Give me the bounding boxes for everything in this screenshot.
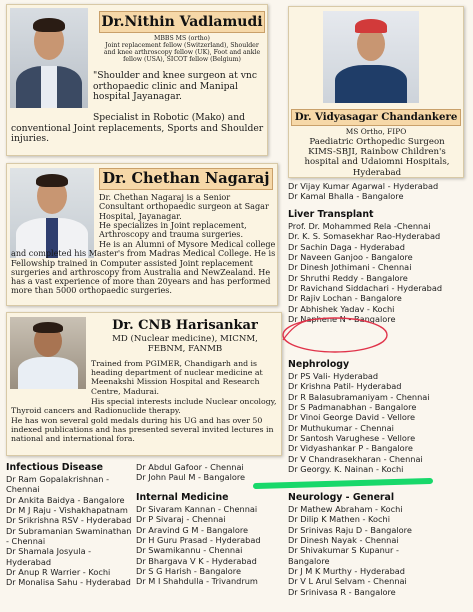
list-item: Dr M I Shahdulla - Trivandrum — [136, 576, 258, 587]
list-item: Dr S G Harish - Bangalore — [136, 566, 241, 577]
doctor-credentials: MS Ortho, FIPO — [345, 127, 407, 136]
doctor-bio-3: He is an Alumni of Mysore Medical college and completed his Master's from Madras Medical College. He is Fellowship trained in Computer assisted Joint replacement surgeries and arthroscopy from Australia and NewZealand. He has a vast experience of more than 20years and has performed more than 5000 orthopaedic surgeries. — [11, 239, 276, 296]
internal-medicine-list — [136, 492, 284, 587]
list-item: Dr Dinesh Jothimani - Chennai — [288, 262, 412, 273]
list-item: Dr Naphene N - Bangalore — [288, 314, 396, 325]
section-heading: Nephrology — [288, 359, 350, 370]
doctor-card-nithin — [6, 4, 268, 156]
doctor-photo — [323, 11, 419, 103]
list-item: Dr H Guru Prasad - Hyderabad — [136, 535, 261, 546]
list-item: Dr Abdul Gafoor - Chennai — [136, 462, 244, 472]
doctor-name: Dr. Vidyasagar Chandankere — [291, 109, 461, 126]
list-item: Dr S Padmanabhan - Bangalore — [288, 402, 417, 413]
right-top-list — [288, 181, 470, 202]
list-item: Dr Subramanian Swaminathan - Chennai — [6, 525, 132, 547]
list-item: Dr Dinesh Nayak - Chennai — [288, 535, 399, 546]
list-item: Dr Muthukumar - Chennai — [288, 422, 394, 433]
list-item: Dr Ankita Baidya - Bangalore — [6, 494, 125, 505]
list-item: Dr Naveen Ganjoo - Bangalore — [288, 252, 413, 263]
section-heading: Infectious Disease — [6, 462, 104, 473]
infectious-disease-list — [6, 462, 132, 588]
doctor-fellowships: Joint replacement fellow (Switzerland), Shoulder and knee arthroscopy fellow (UK), Foot and ankle fellow (USA), SICOT fellow (Belgium) — [103, 42, 261, 64]
list-item: Dr Bhargava V K - Hyderabad — [136, 555, 257, 566]
doctor-credentials: MD (Nuclear medicine), MICNM, FEBNM, FANMB — [112, 334, 258, 354]
section-heading: Neurology - General — [288, 492, 395, 503]
list-item: Dr Aravind G M - Bangalore — [136, 524, 249, 535]
middle-top-list — [136, 462, 284, 483]
doctor-bio-1: Trained from PGIMER, Chandigarh and is heading department of nuclear medicine at Meenakshi Mission Hospital and Research Centre, Madurai. — [91, 359, 263, 396]
list-item: Dr John Paul M - Bangalore — [136, 472, 246, 483]
list-item: Dr Mathew Abraham - Kochi — [288, 504, 403, 514]
doctor-name: Dr. CNB Harisankar — [112, 318, 258, 333]
list-item: Dr R Balasubramaniyam - Chennai — [288, 391, 430, 402]
neurology-list — [288, 492, 470, 597]
list-item: Dr Sachin Daga - Hyderabad — [288, 241, 405, 252]
list-item: Dr Srinivasa R - Bangalore — [288, 586, 396, 597]
doctor-card-chethan — [6, 163, 278, 306]
doctor-name: Dr. Chethan Nagaraj — [99, 168, 273, 190]
list-item: Dr Rajiv Lochan - Bangalore — [288, 293, 402, 304]
list-item: Prof. Dr. Mohammed Rela -Chennai — [288, 221, 431, 231]
list-item: Dr M J Raju - Vishakhapatnam — [6, 505, 128, 516]
list-item: Dr Ravichand Siddachari - Hyderabad — [288, 283, 443, 294]
list-item: Dr Swamikannu - Chennai — [136, 545, 243, 556]
list-item: Dr Monalisa Sahu - Hyderabad — [6, 577, 131, 588]
list-item: Dr Sivaram Kannan - Chennai — [136, 504, 258, 514]
list-item: Dr Abhishek Yadav - Kochi — [288, 303, 395, 314]
doctor-card-vidyasagar — [288, 6, 464, 178]
section-heading: Liver Transplant — [288, 209, 374, 220]
doctor-bio-3: He has won several gold medals during his UG and has over 50 indexed publications and has presented several invited lectures in national and international fora. — [11, 416, 274, 444]
list-item: Dr Vijay Kumar Agarwal - Hyderabad — [288, 181, 439, 191]
list-item: Dr V Chandrasekharan - Chennai — [288, 453, 423, 464]
list-item: Dr Ram Gopalakrishnan - Chennai — [6, 474, 110, 495]
list-item: Dr Shruthi Reddy - Bangalore — [288, 272, 408, 283]
list-item: Dr Kamal Bhalla - Bangalore — [288, 191, 404, 202]
doctor-name: Dr.Nithin Vadlamudi — [99, 11, 265, 33]
list-item: Dr V L Arul Selvam - Chennai — [288, 576, 407, 587]
doctor-photo — [10, 8, 88, 108]
list-item: Dr Santosh Varughese - Vellore — [288, 433, 416, 444]
list-item: Dr Shivakumar S Kupanur - Bangalore — [288, 545, 399, 566]
doctor-quote: "Shoulder and knee surgeon at vnc orthopaedic clinic and Manipal hospital Jayanagar. — [93, 70, 257, 103]
list-item: Dr Dilip K Mathen - Kochi — [288, 514, 390, 525]
section-heading: Internal Medicine — [136, 492, 229, 503]
doctor-card-harisankar — [6, 312, 282, 456]
list-item: Dr Anup R Warrier - Kochi — [6, 567, 111, 578]
nephrology-list — [288, 359, 470, 474]
list-item: Dr Srikrishna RSV - Hyderabad — [6, 515, 132, 526]
doctor-specialty: Specialist in Robotic (Mako) and conventional Joint replacements, Sports and Shoulder injuries. — [11, 112, 264, 145]
doctor-bio-2: He specializes in Joint replacement, Arthroscopy and trauma surgeries. — [99, 220, 247, 240]
list-item: Dr Shamala Josyula - Hyderabad — [6, 546, 92, 567]
list-item: Dr. K. S. Somasekhar Rao-Hyderabad — [288, 231, 441, 242]
list-item: Dr Srinivas Raju D - Bangalore — [288, 524, 412, 535]
list-item: Dr Krishna Patil- Hyderabad — [288, 381, 402, 392]
list-item: Dr J M K Murthy - Hyderabad — [288, 566, 405, 577]
doctor-credentials: MBBS MS (ortho) — [154, 35, 210, 42]
list-item: Dr Vinoi George David - Vellore — [288, 412, 416, 423]
list-item: Dr Georgy. K. Nainan - Kochi — [288, 464, 404, 475]
list-item: Dr P Sivaraj - Chennai — [136, 514, 226, 525]
doctor-bio: Paediatric Orthopedic Surgeon KIMS-SBJI, Rainbow Children's hospital and Udaiomni Hospitals, Hyderabad — [304, 137, 450, 178]
list-item: Dr PS Vali- Hyderabad — [288, 371, 379, 381]
liver-transplant-list — [288, 209, 470, 324]
list-item: Dr Vidyashankar P - Bangalore — [288, 443, 413, 454]
doctor-bio-1: Dr. Chethan Nagaraj is a Senior Consultant orthopaedic surgeon at Sagar Hospital, Jayanagar. — [99, 192, 269, 221]
doctor-bio-2: His special interests include Nuclear oncology, Thyroid cancers and Radionuclide therapy. — [11, 397, 277, 416]
doctor-photo — [10, 317, 86, 389]
